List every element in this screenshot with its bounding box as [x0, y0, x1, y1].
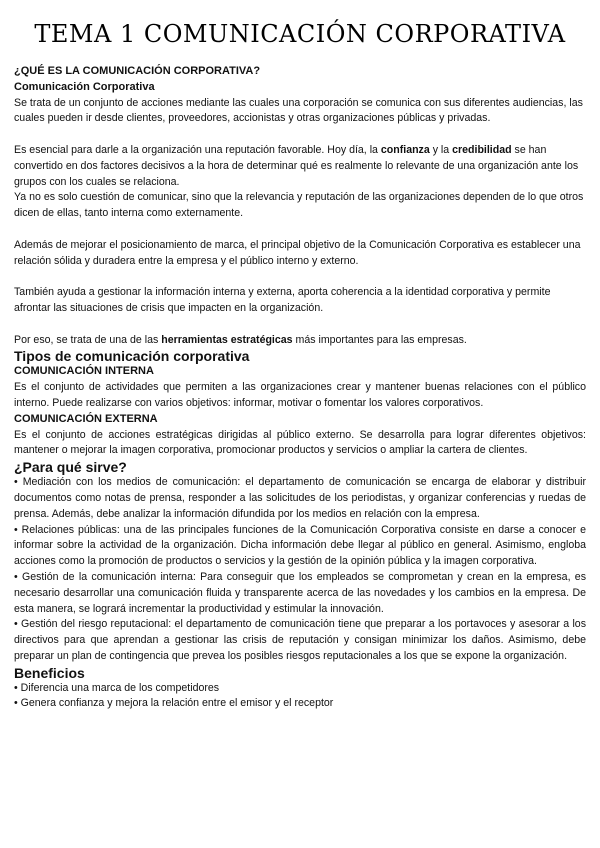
paragraph-definition: Se trata de un conjunto de acciones mediante las cuales una corporación se comunica con sus diferentes audiencias, las cuales pueden ir desde clientes, proveedores, accionistas y otras organizaciones públicas y privadas. [14, 96, 583, 125]
bold-confianza: confianza [380, 143, 430, 156]
document-body [14, 64, 586, 712]
paragraph-interna: Es el conjunto de actividades que permiten a las organizaciones crear y mantener buenas relaciones con el público interno. Puede realizarse con varios objetivos: informar, motivar o fomentar los valores corporativos. [14, 381, 586, 409]
subheading-comunicacion-corporativa: Comunicación Corporativa [14, 80, 155, 93]
page-title: TEMA 1 COMUNICACIÓN CORPORATIVA [34, 20, 566, 48]
paragraph-information: También ayuda a gestionar la información interna y externa, aporta coherencia a la identidad corporativa y permite afrontar las situaciones de crisis que impacten en la organización. [14, 286, 551, 314]
bold-credibilidad: credibilidad [452, 143, 512, 156]
paragraph-strategic: Por eso, se trata de una de las herramientas estratégicas más importantes para las empresas. [14, 333, 467, 346]
list-item: • Diferencia una marca de los competidores [14, 681, 220, 694]
heading-beneficios: Beneficios [14, 664, 85, 681]
heading-para-que-sirve: ¿Para qué sirve? [14, 459, 127, 476]
bold-herramientas: herramientas estratégicas [161, 333, 293, 346]
paragraph-reputation: Es esencial para darle a la organización una reputación favorable. Hoy día, la confianza y la credibilidad se han convertido en dos factores decisivos a la hora de determinar qué es realmente lo relevante de una organización ante los grupos con los cuales se relaciona. [14, 143, 579, 188]
list-item: • Mediación con los medios de comunicación: el departamento de comunicación se encarga de elaborar y distribuir documentos como notas de prensa, responder a las solicitudes de los periodistas, y organizar conferencias y ruedas de prensa. Además, debe analizar la información difundida por los medios en relación con la empresa. [14, 476, 586, 520]
list-item: • Gestión de la comunicación interna: Para conseguir que los empleados se comprometan y crean en la empresa, es necesario desarrollar una comunicación fluida y transparente acerca de las novedades y los cambios en la empresa. De esta manera, se logrará incrementar la productividad y estimular la innovación. [14, 570, 586, 615]
list-item: • Genera confianza y mejora la relación entre el emisor y el receptor [14, 697, 334, 710]
paragraph-objective: Además de mejorar el posicionamiento de marca, el principal objetivo de la Comunicación Corporativa es establecer una relación sólida y duradera entre la empresa y el público interno y externo. [14, 238, 581, 267]
heading-interna: COMUNICACIÓN INTERNA [14, 365, 154, 378]
heading-externa: COMUNICACIÓN EXTERNA [14, 412, 158, 425]
paragraph-relevance: Ya no es solo cuestión de comunicar, sino que la relevancia y reputación de las organizaciones dependen de lo que otros dicen de ellas, tanto interna como externamente. [14, 191, 584, 220]
question-heading: ¿QUÉ ES LA COMUNICACIÓN CORPORATIVA? [14, 65, 261, 77]
paragraph-externa: Es el conjunto de acciones estratégicas dirigidas al público externo. Se desarrolla para lograr diferentes objetivos: mantener o mejorar la imagen corporativa, promocionar productos y servicios o ampliar la cartera de clientes. [14, 428, 586, 457]
list-item: • Relaciones públicas: una de las principales funciones de la Comunicación Corporativa consiste en darse a conocer e informar sobre la actividad de la organización. Dicha información debe llegar al público en general. Asimismo, engloba acciones como la promoción de productos o servicios y la gestión de la opinión pública y la imagen corporativa. [14, 523, 586, 568]
heading-tipos: Tipos de comunicación corporativa [14, 348, 250, 365]
list-item: • Gestión del riesgo reputacional: el departamento de comunicación tiene que preparar a los portavoces y asesorar a los directivos para que aprendan a gestionar las crisis de reputación y consigan minimizar los daños. Asimismo, debe preparar un plan de contingencia que prevea los posibles riesgos reputacionales a los que se expone la organización. [14, 618, 586, 662]
